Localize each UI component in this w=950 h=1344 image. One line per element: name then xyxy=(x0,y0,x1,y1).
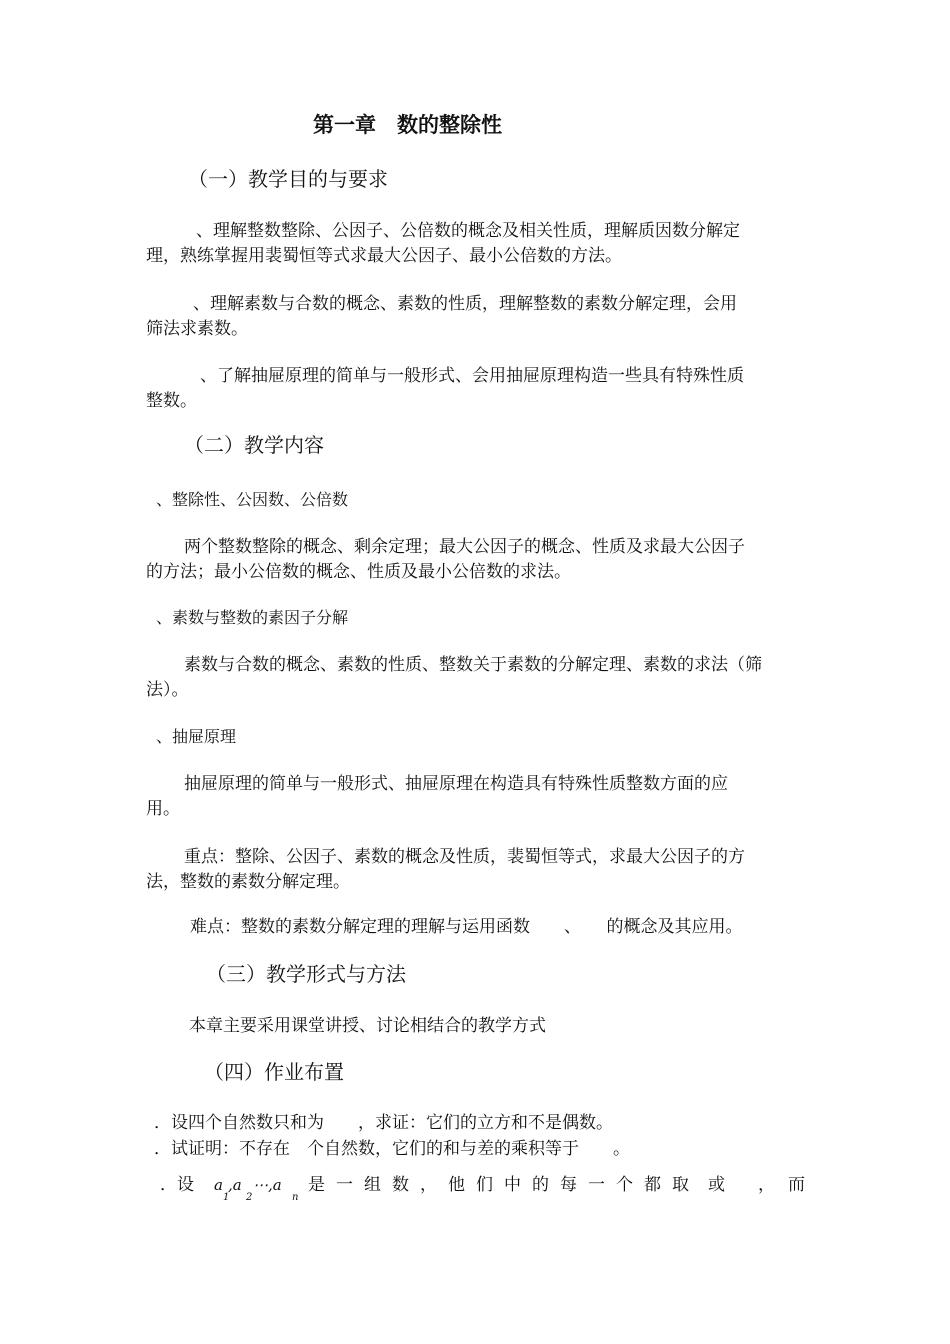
section-heading-content: （二）教学内容 xyxy=(184,433,324,457)
topic-3-line-1: 抽屉原理的简单与一般形式、抽屉原理在构造具有特殊性质整数方面的应 xyxy=(184,774,728,794)
section-heading-method: （三）教学形式与方法 xyxy=(206,962,406,986)
objective-2-line-2: 筛法求素数。 xyxy=(146,319,248,339)
topic-3-line-2: 用。 xyxy=(146,799,180,819)
homework-question-1: ．设四个自然数只和为 ，求证：它们的立方和不是偶数。 xyxy=(154,1113,613,1133)
math-sub-n: n xyxy=(292,1192,299,1203)
topic-1-line-1: 两个整数整除的概念、剩余定理；最大公因子的概念、性质及求最大公因子 xyxy=(184,537,745,557)
topic-2-title: 、素数与整数的素因子分解 xyxy=(156,608,349,627)
difficulty-line: 难点：整数的素数分解定理的理解与运用函数 、 的概念及其应用。 xyxy=(190,917,743,937)
objective-1-line-2: 理，熟练掌握用裴蜀恒等式求最大公因子、最小公倍数的方法。 xyxy=(146,246,622,266)
homework-question-3-comma: ， xyxy=(758,1175,775,1195)
topic-2-line-2: 法）。 xyxy=(146,680,189,700)
topic-3-title: 、抽屉原理 xyxy=(156,727,237,746)
objective-2-line-1: 、理解素数与合数的概念、素数的性质，理解整数的素数分解定理，会用 xyxy=(193,294,737,314)
homework-question-3-prefix: ．设 xyxy=(160,1175,194,1195)
homework-question-2: ．试证明：不存在 个自然数，它们的和与差的乘积等于 。 xyxy=(154,1139,630,1159)
method-text: 本章主要采用课堂讲授、讨论相结合的教学方式 xyxy=(189,1016,546,1036)
topic-1-line-2: 的方法；最小公倍数的概念、性质及最小公倍数的求法。 xyxy=(146,562,571,582)
homework-question-3-text: 是一组数，他们中的每一个都取 xyxy=(308,1175,700,1195)
section-heading-objectives: （一）教学目的与要求 xyxy=(188,167,388,191)
topic-1-title: 、整除性、公因数、公倍数 xyxy=(156,490,349,509)
section-heading-homework: （四）作业布置 xyxy=(204,1060,344,1084)
math-a2: ,a xyxy=(228,1176,242,1194)
homework-question-3-and: 而 xyxy=(788,1175,805,1195)
math-sub-2: 2 xyxy=(246,1192,253,1203)
objective-1-line-1: 、理解整数整除、公因子、公倍数的概念及相关性质，理解质因数分解定 xyxy=(196,221,740,241)
topic-2-line-1: 素数与合数的概念、素数的性质、整数关于素数的分解定理、素数的求法（筛 xyxy=(184,655,762,675)
math-a1: a xyxy=(214,1176,223,1194)
math-sub-1: 1 xyxy=(223,1192,230,1203)
objective-3-line-2: 整数。 xyxy=(146,391,197,411)
key-points-line-2: 法，整数的素数分解定理。 xyxy=(146,872,350,892)
objective-3-line-1: 、了解抽屉原理的简单与一般形式、会用抽屉原理构造一些具有特殊性质 xyxy=(200,366,744,386)
math-an: ⋯,a xyxy=(253,1176,282,1194)
homework-question-3-or: 或 xyxy=(708,1175,725,1195)
chapter-title: 第一章 数的整除性 xyxy=(313,113,502,137)
key-points-line-1: 重点：整除、公因子、素数的概念及性质，裴蜀恒等式，求最大公因子的方 xyxy=(184,847,745,867)
